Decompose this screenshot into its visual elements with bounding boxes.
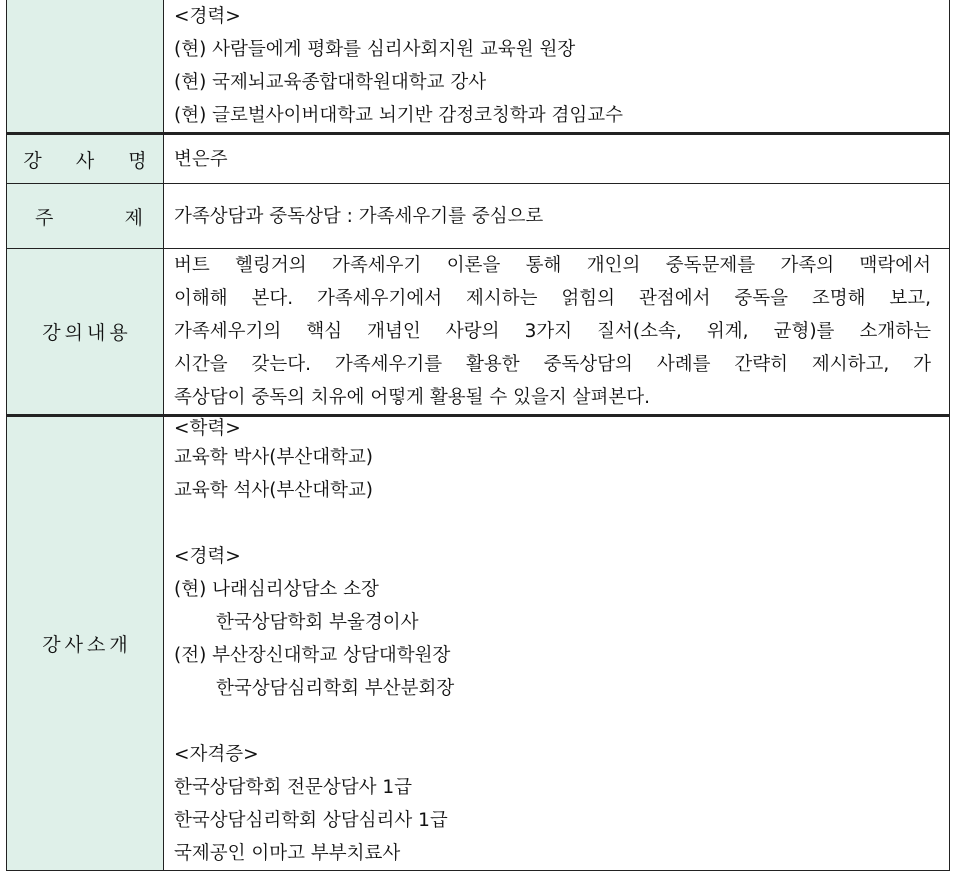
education-item: 교육학 석사(부산대학교) bbox=[174, 480, 374, 501]
intro-label: 강사소개 bbox=[7, 416, 164, 871]
cert-item: 한국상담학회 전문상담사 1급 bbox=[174, 777, 412, 798]
topic-label-a: 주 bbox=[35, 206, 54, 229]
lecturer-name: 변은주 bbox=[164, 134, 950, 184]
content-line: 이해해 본다. 가족세우기에서 제시하는 얽힘의 관점에서 중독을 조명해 보고, bbox=[174, 288, 931, 309]
content-row bbox=[7, 249, 950, 416]
content-line: 시간을 갖는다. 가족세우기를 활용한 중독상담의 사례를 간략히 제시하고, 가 bbox=[174, 354, 931, 375]
content-text bbox=[164, 249, 950, 416]
career-item: (전) 부산장신대학교 상담대학원장 bbox=[174, 645, 451, 666]
education-header: <학력> bbox=[174, 418, 241, 439]
career-item: 한국상담학회 부울경이사 bbox=[216, 612, 419, 633]
career-top-line: (현) 글로벌사이버대학교 뇌기반 감정코칭학과 겸임교수 bbox=[174, 105, 623, 126]
career-top-line: (현) 사람들에게 평화를 심리사회지원 교육원 원장 bbox=[174, 39, 576, 60]
intro-content bbox=[164, 416, 950, 871]
education-item: 교육학 박사(부산대학교) bbox=[174, 447, 374, 468]
cert-item: 국제공인 이마고 부부치료사 bbox=[174, 843, 401, 864]
career-top-content bbox=[164, 0, 950, 134]
career-top-header: <경력> bbox=[174, 6, 241, 27]
lecturer-label: 강 사 명 bbox=[7, 134, 164, 184]
topic-row bbox=[7, 184, 950, 249]
cert-item: 한국상담심리학회 상담심리사 1급 bbox=[174, 810, 448, 831]
cert-header: <자격증> bbox=[174, 744, 259, 765]
content-line: 족상담이 중독의 치유에 어떻게 활용될 수 있을지 살펴본다. bbox=[174, 387, 650, 408]
career-top-label-cell bbox=[7, 0, 164, 134]
content-line: 가족세우기의 핵심 개념인 사랑의 3가지 질서(소속, 위계, 균형)를 소개하는 bbox=[174, 321, 931, 342]
career-top-line: (현) 국제뇌교육종합대학원대학교 강사 bbox=[174, 72, 487, 93]
lecture-info-table bbox=[6, 0, 950, 871]
spacer bbox=[174, 705, 931, 738]
lecturer-row bbox=[7, 134, 950, 184]
content-label: 강의내용 bbox=[7, 249, 164, 416]
intro-row bbox=[7, 416, 950, 871]
career-top-row bbox=[7, 0, 950, 134]
topic-label bbox=[7, 184, 164, 249]
career-item: 한국상담심리학회 부산분회장 bbox=[216, 678, 455, 699]
spacer bbox=[174, 507, 931, 540]
career-item: (현) 나래심리상담소 소장 bbox=[174, 579, 379, 600]
topic-value: 가족상담과 중독상담 : 가족세우기를 중심으로 bbox=[164, 184, 950, 249]
career-header: <경력> bbox=[174, 546, 241, 567]
topic-label-b: 제 bbox=[124, 206, 143, 229]
content-line: 버트 헬링거의 가족세우기 이론을 통해 개인의 중독문제를 가족의 맥락에서 bbox=[174, 255, 931, 276]
